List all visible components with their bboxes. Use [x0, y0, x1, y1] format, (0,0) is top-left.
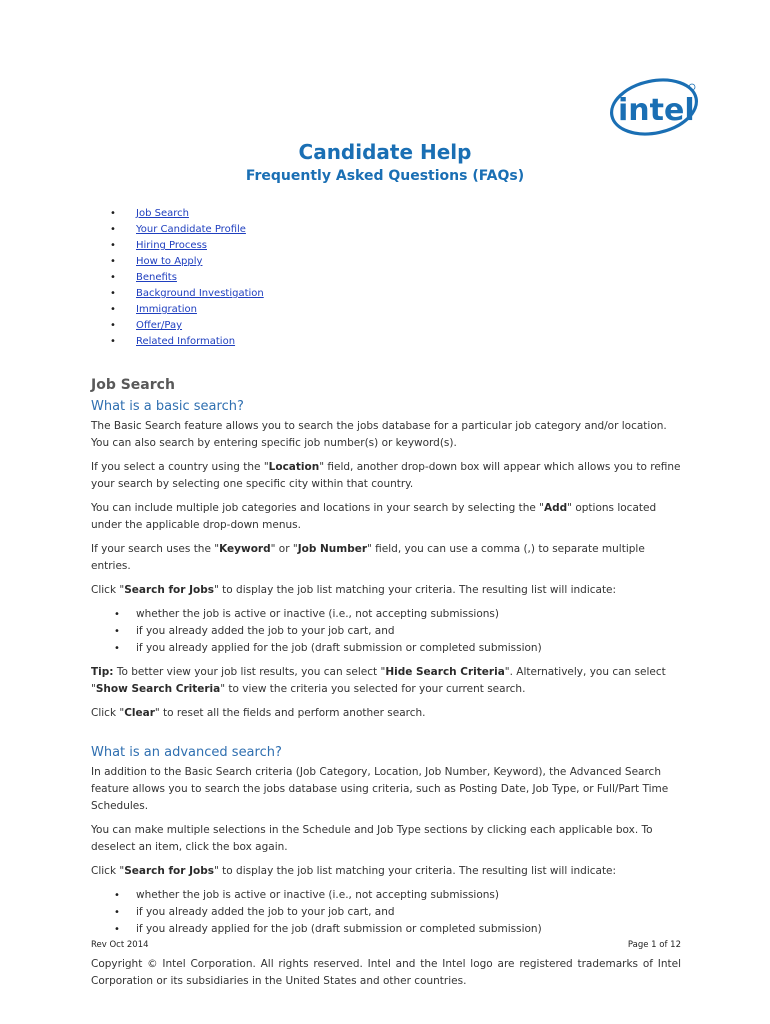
question-heading-basic-search: What is a basic search? — [91, 399, 244, 414]
page-footer — [91, 940, 681, 990]
page-subtitle: Frequently Asked Questions (FAQs) — [245, 168, 525, 184]
results-indicator-list — [91, 887, 681, 938]
results-indicator-list — [91, 606, 681, 657]
toc-item — [110, 222, 264, 238]
toc-item — [110, 334, 264, 350]
page-number: Page 1 of 12 — [627, 940, 681, 950]
toc-link-related-information[interactable]: Related Information — [136, 336, 236, 347]
toc-item — [110, 302, 264, 318]
paragraph: Click "Search for Jobs" to display the job list matching your criteria. The resulting list will indicate: — [91, 584, 617, 596]
list-item: • if you already applied for the job (draft submission or completed submission) — [91, 640, 681, 657]
tip-paragraph: Tip: To better view your job list results, you can select "Hide Search Criteria". Alternatively, you can select "Show Search Criteria" to view the criteria you selected for your current search. — [91, 666, 666, 695]
paragraph: In addition to the Basic Search criteria (Job Category, Location, Job Number, Keyword), the Advanced Search feature allows you to search the jobs database using criteria, such as Posting Date, Job Type, or Full/Part Time Schedules. — [91, 766, 669, 812]
toc-link-offer-pay[interactable]: Offer/Pay — [136, 320, 183, 331]
toc-link-benefits[interactable]: Benefits — [136, 272, 177, 283]
section-heading-job-search: Job Search — [91, 377, 175, 393]
toc-item — [110, 254, 264, 270]
page-title: Candidate Help — [298, 140, 472, 164]
toc-link-hiring-process[interactable]: Hiring Process — [136, 240, 207, 251]
copyright-notice: Copyright © Intel Corporation. All rights reserved. Intel and the Intel logo are registered trademarks of Intel Corporation or its subsidiaries in the United States and other countries. — [91, 958, 681, 987]
toc-link-candidate-profile[interactable]: Your Candidate Profile — [136, 224, 246, 235]
question-heading-advanced-search: What is an advanced search? — [91, 745, 282, 760]
intel-logo-graphic — [606, 74, 700, 138]
list-item: • if you already applied for the job (draft submission or completed submission) — [91, 921, 681, 938]
toc-item — [110, 206, 264, 222]
list-item: • if you already added the job to your job cart, and — [91, 904, 681, 921]
table-of-contents — [110, 206, 264, 350]
toc-link-background-investigation[interactable]: Background Investigation — [136, 288, 264, 299]
intel-logo — [606, 74, 700, 138]
toc-link-how-to-apply[interactable]: How to Apply — [136, 256, 203, 267]
list-item: • whether the job is active or inactive (i.e., not accepting submissions) — [91, 887, 681, 904]
intel-logo-text: intel — [618, 93, 695, 128]
revision-date: Rev Oct 2014 — [91, 940, 149, 950]
toc-item — [110, 286, 264, 302]
list-item: • whether the job is active or inactive (i.e., not accepting submissions) — [91, 606, 681, 623]
paragraph: If you select a country using the "Location" field, another drop-down box will appear which allows you to refine your search by selecting one specific city within that country. — [91, 461, 681, 490]
toc-item — [110, 238, 264, 254]
list-item: • if you already added the job to your job cart, and — [91, 623, 681, 640]
paragraph: The Basic Search feature allows you to search the jobs database for a particular job category and/or location. You can also search by entering specific job number(s) or keyword(s). — [91, 420, 667, 449]
paragraph: If your search uses the "Keyword" or "Job Number" field, you can use a comma (,) to separate multiple entries. — [91, 543, 645, 572]
paragraph: You can include multiple job categories and locations in your search by selecting the "Add" options located under the applicable drop-down menus. — [91, 502, 657, 531]
toc-item — [110, 270, 264, 286]
paragraph: Click "Clear" to reset all the fields and perform another search. — [91, 707, 426, 719]
paragraph: You can make multiple selections in the Schedule and Job Type sections by clicking each applicable box. To deselect an item, click the box again. — [91, 824, 653, 853]
toc-link-job-search[interactable]: Job Search — [136, 208, 189, 219]
main-content — [91, 374, 681, 945]
toc-link-immigration[interactable]: Immigration — [136, 304, 197, 315]
paragraph: Click "Search for Jobs" to display the job list matching your criteria. The resulting list will indicate: — [91, 865, 617, 877]
toc-item — [110, 318, 264, 334]
footer-row — [91, 940, 681, 951]
